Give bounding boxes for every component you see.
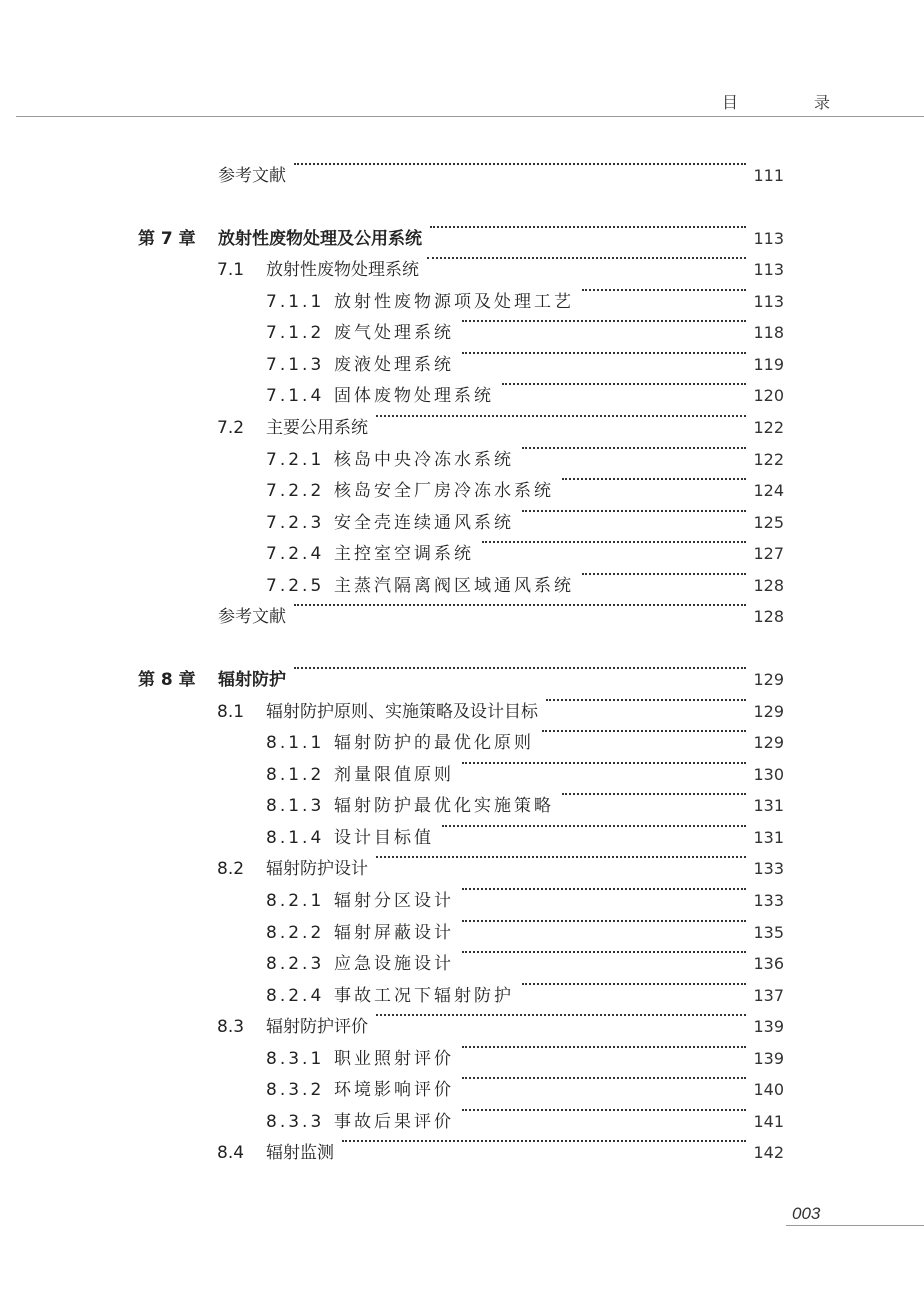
subsection-number: 8.2.2 [266, 923, 325, 943]
dot-leader [582, 289, 746, 291]
dot-leader [462, 951, 746, 953]
toc-entry-title: 核岛中央冷冻水系统 [334, 450, 514, 470]
subsection-number: 8.2.4 [266, 986, 325, 1006]
subsection-number: 8.3.2 [266, 1080, 325, 1100]
toc-entry-title: 参考文献 [218, 607, 286, 627]
dot-leader [522, 983, 746, 985]
dot-leader [462, 1109, 746, 1111]
dot-leader [502, 383, 746, 385]
section-number: 8.1 [217, 702, 245, 722]
dot-leader [562, 793, 746, 795]
dot-leader [462, 762, 746, 764]
toc-entry-title: 主蒸汽隔离阀区域通风系统 [334, 576, 574, 596]
toc-entry-title: 辐射防护设计 [266, 859, 368, 879]
footer-rule [786, 1225, 924, 1226]
dot-leader [462, 888, 746, 890]
toc-entry-page: 137 [753, 986, 784, 1005]
toc-entry-title: 参考文献 [218, 166, 286, 186]
toc-entry-page: 142 [753, 1143, 784, 1162]
toc-entry-page: 119 [753, 355, 784, 374]
toc-entry-page: 136 [753, 954, 784, 973]
toc-entry-title: 辐射屏蔽设计 [334, 923, 454, 943]
toc-entry-title: 安全壳连续通风系统 [334, 513, 514, 533]
section-number: 8.2 [217, 859, 245, 879]
toc-entry-title: 辐射分区设计 [334, 891, 454, 911]
toc-entry-title: 职业照射评价 [334, 1049, 454, 1069]
toc-entry-page: 113 [753, 260, 784, 279]
section-number: 7.1 [217, 260, 245, 280]
dot-leader [582, 573, 746, 575]
dot-leader [462, 920, 746, 922]
toc-entry-title: 主要公用系统 [266, 418, 368, 438]
dot-leader [462, 320, 746, 322]
subsection-number: 8.1.4 [266, 828, 325, 848]
page-number: 003 [792, 1204, 821, 1223]
toc-entry-title: 辐射防护评价 [266, 1017, 368, 1037]
chapter-number: 第 7 章 [138, 229, 196, 249]
toc-entry-page: 113 [753, 229, 784, 248]
toc-entry-page: 141 [753, 1112, 784, 1131]
toc-entry-title: 辐射防护最优化实施策略 [334, 796, 554, 816]
toc-entry-title: 放射性废物源项及处理工艺 [334, 292, 574, 312]
dot-leader [294, 604, 746, 606]
dot-leader [562, 478, 746, 480]
toc-entry-title: 设计目标值 [334, 828, 434, 848]
subsection-number: 7.1.3 [266, 355, 325, 375]
toc-entry-page: 131 [753, 828, 784, 847]
toc-entry-page: 128 [753, 576, 784, 595]
toc-entry-title: 事故后果评价 [334, 1112, 454, 1132]
toc-entry-title: 核岛安全厂房冷冻水系统 [334, 481, 554, 501]
toc-entry-page: 120 [753, 386, 784, 405]
dot-leader [482, 541, 746, 543]
toc-entry-title: 放射性废物处理系统 [266, 260, 419, 280]
toc-entry-page: 113 [753, 292, 784, 311]
dot-leader [342, 1140, 746, 1142]
subsection-number: 7.2.3 [266, 513, 325, 533]
subsection-number: 7.2.1 [266, 450, 325, 470]
toc-entry-page: 122 [753, 418, 784, 437]
toc-entry-title: 应急设施设计 [334, 954, 454, 974]
subsection-number: 7.2.5 [266, 576, 325, 596]
dot-leader [427, 257, 746, 259]
dot-leader [522, 447, 746, 449]
toc-entry-title: 辐射监测 [266, 1143, 334, 1163]
toc-entry-page: 139 [753, 1017, 784, 1036]
section-number: 8.3 [217, 1017, 245, 1037]
toc-entry-title: 主控室空调系统 [334, 544, 474, 564]
dot-leader [442, 825, 746, 827]
toc-entry-page: 124 [753, 481, 784, 500]
toc-entry-page: 130 [753, 765, 784, 784]
subsection-number: 7.2.2 [266, 481, 325, 501]
dot-leader [294, 667, 746, 669]
dot-leader [294, 163, 746, 165]
subsection-number: 8.1.1 [266, 733, 325, 753]
toc-entry-page: 118 [753, 323, 784, 342]
subsection-number: 8.3.1 [266, 1049, 325, 1069]
toc-entry-page: 131 [753, 796, 784, 815]
dot-leader [462, 1046, 746, 1048]
chapter-number: 第 8 章 [138, 670, 196, 690]
dot-leader [376, 856, 746, 858]
toc-entry-page: 127 [753, 544, 784, 563]
section-number: 7.2 [217, 418, 245, 438]
subsection-number: 7.1.4 [266, 386, 325, 406]
toc-entry-page: 128 [753, 607, 784, 626]
subsection-number: 7.1.2 [266, 323, 325, 343]
toc-entry-title: 事故工况下辐射防护 [334, 986, 514, 1006]
toc-entry-title: 辐射防护的最优化原则 [334, 733, 534, 753]
running-head: 目 录 [722, 93, 861, 112]
toc-entry-page: 122 [753, 450, 784, 469]
toc-entry-page: 129 [753, 702, 784, 721]
dot-leader [430, 226, 746, 228]
toc-entry-title: 废气处理系统 [334, 323, 454, 343]
subsection-number: 7.2.4 [266, 544, 325, 564]
subsection-number: 8.1.3 [266, 796, 325, 816]
toc-entry-page: 129 [753, 670, 784, 689]
dot-leader [462, 352, 746, 354]
toc-entry-page: 111 [753, 166, 784, 185]
toc-entry-title: 辐射防护原则、实施策略及设计目标 [266, 702, 538, 722]
subsection-number: 7.1.1 [266, 292, 325, 312]
subsection-number: 8.2.3 [266, 954, 325, 974]
section-number: 8.4 [217, 1143, 245, 1163]
dot-leader [462, 1077, 746, 1079]
toc-entry-page: 140 [753, 1080, 784, 1099]
subsection-number: 8.3.3 [266, 1112, 325, 1132]
dot-leader [376, 1014, 746, 1016]
toc-entry-page: 135 [753, 923, 784, 942]
toc-entry-page: 129 [753, 733, 784, 752]
toc-entry-page: 125 [753, 513, 784, 532]
dot-leader [376, 415, 746, 417]
toc-entry-title: 固体废物处理系统 [334, 386, 494, 406]
toc-entry-title: 剂量限值原则 [334, 765, 454, 785]
dot-leader [546, 699, 746, 701]
toc-entry-page: 133 [753, 891, 784, 910]
toc-entry-title: 环境影响评价 [334, 1080, 454, 1100]
subsection-number: 8.1.2 [266, 765, 325, 785]
toc-entry-title: 辐射防护 [218, 670, 286, 690]
toc-entry-page: 139 [753, 1049, 784, 1068]
toc-entry-page: 133 [753, 859, 784, 878]
dot-leader [522, 510, 746, 512]
dot-leader [542, 730, 746, 732]
subsection-number: 8.2.1 [266, 891, 325, 911]
toc-entry-title: 废液处理系统 [334, 355, 454, 375]
toc-entry-title: 放射性废物处理及公用系统 [218, 229, 422, 249]
